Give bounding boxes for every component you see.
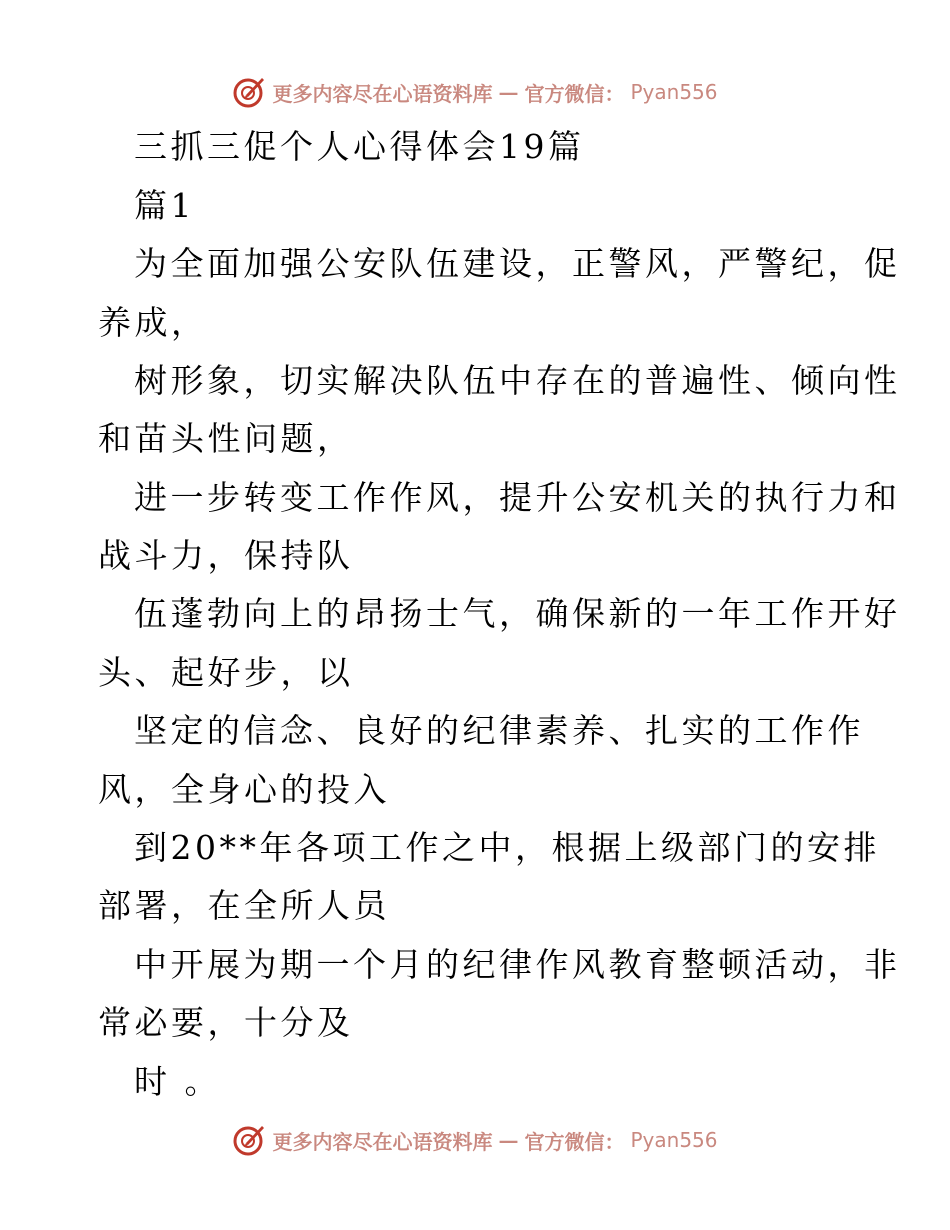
watermark-brand: 更多内容尽在心语资料库 (272, 1129, 493, 1154)
watermark-wechat-id: Pyan556 (630, 80, 718, 104)
paragraph-line: 为全面加强公安队伍建设，正警风，严警纪，促 (134, 244, 901, 283)
document-title: 三抓三促个人心得体会19篇 (134, 127, 585, 166)
paragraph-line: 到20**年各项工作之中，根据上级部门的安排 (134, 828, 880, 867)
paragraph-line: 树形象，切实解决队伍中存在的普遍性、倾向性 (134, 361, 901, 400)
section-heading: 篇1 (134, 186, 195, 225)
paragraph-line: 风，全身心的投入 (98, 770, 390, 809)
watermark-label: 官方微信： (524, 1129, 625, 1154)
paragraph-line: 中开展为期一个月的纪律作风教育整顿活动，非 (134, 945, 901, 984)
paragraph-line: 战斗力，保持队 (98, 536, 354, 575)
watermark-wechat-id: Pyan556 (630, 1128, 718, 1152)
paragraph-line: 进一步转变工作作风，提升公安机关的执行力和 (134, 478, 901, 517)
paragraph-line: 时 。 (134, 1062, 221, 1101)
watermark-brand: 更多内容尽在心语资料库 (272, 81, 493, 106)
paragraph-line: 和苗头性问题， (98, 419, 354, 458)
footer-watermark (0, 1120, 950, 1160)
paragraph-line: 养成， (98, 303, 208, 342)
paragraph-line: 坚定的信念、良好的纪律素养、扎实的工作作 (134, 711, 864, 750)
watermark-separator: — (498, 1128, 519, 1152)
watermark-label: 官方微信： (524, 81, 625, 106)
paragraph-line: 常必要，十分及 (98, 1003, 354, 1042)
paragraph-line: 伍蓬勃向上的昂扬士气，确保新的一年工作开好 (134, 594, 901, 633)
paragraph-line: 头、起好步，以 (98, 653, 354, 692)
paragraph-line: 部署，在全所人员 (98, 886, 390, 925)
watermark-separator: — (498, 80, 519, 104)
pen-logo-icon (232, 1123, 266, 1157)
